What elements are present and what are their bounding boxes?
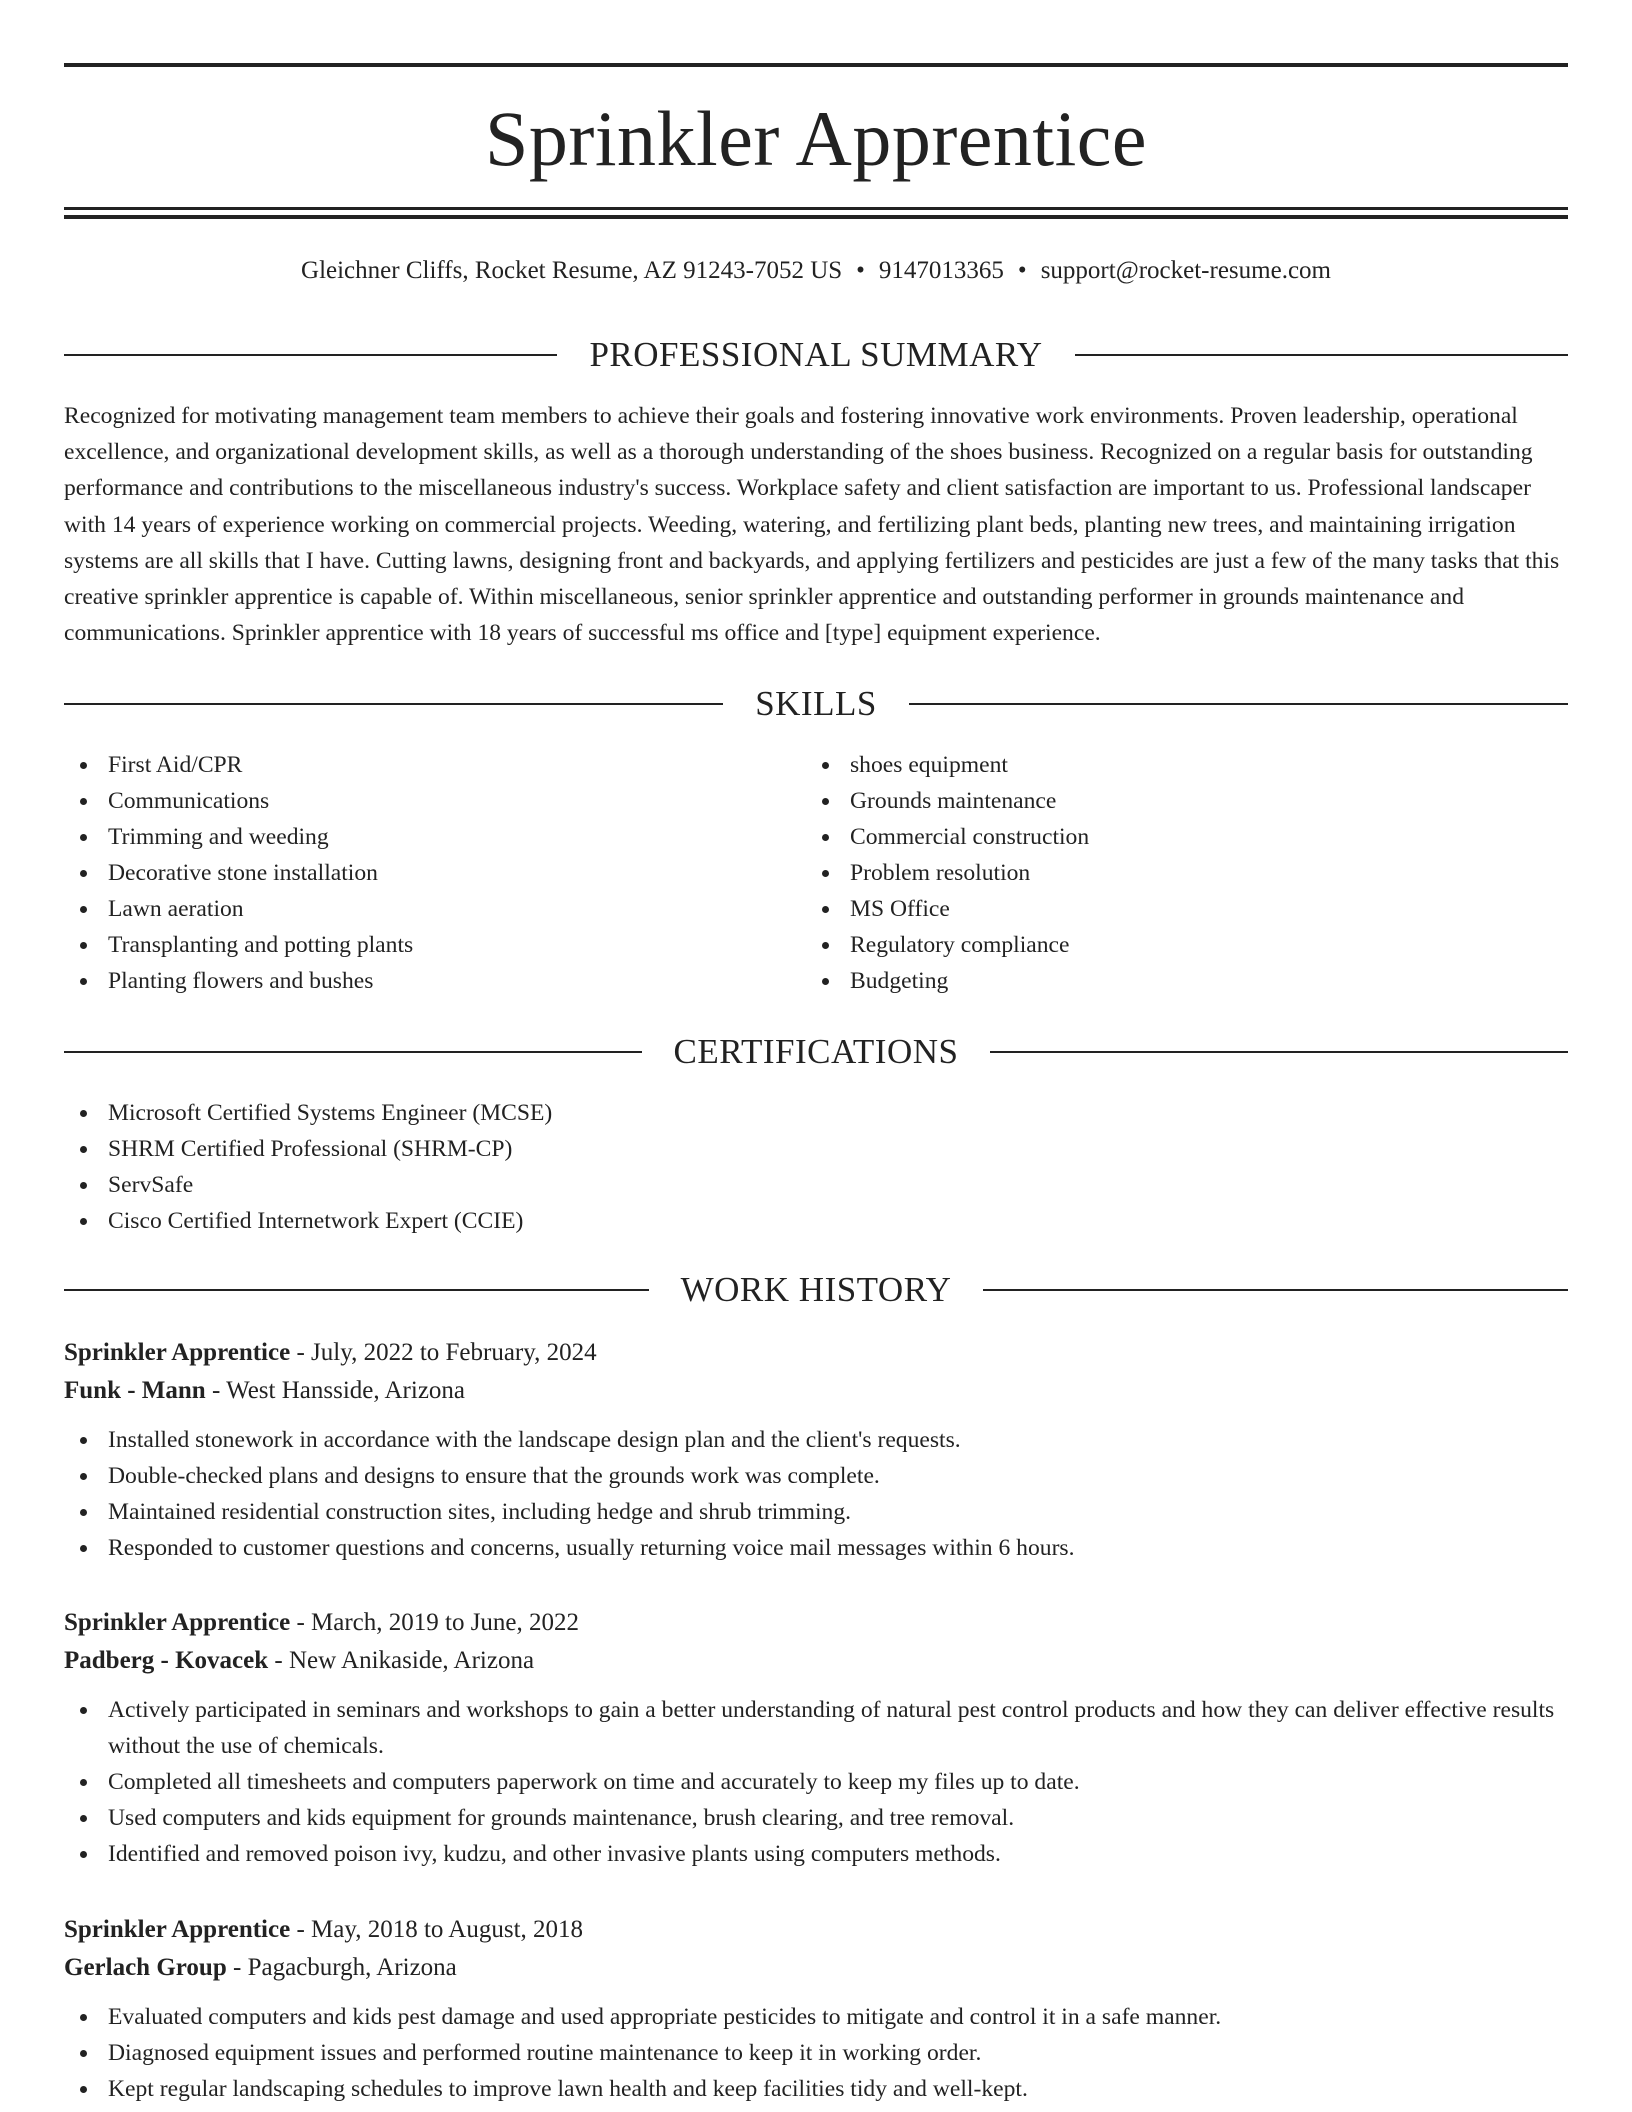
skill-item: First Aid/CPR	[64, 747, 804, 783]
job-bullets	[64, 1692, 1568, 1872]
job-dates: July, 2022 to February, 2024	[311, 1339, 597, 1366]
certification-item: Cisco Certified Internetwork Expert (CCIE)	[64, 1203, 1568, 1239]
job-bullet: Kept regular landscaping schedules to improve lawn health and keep facilities tidy and well-kept.	[64, 2071, 1568, 2107]
skill-item: shoes equipment	[806, 747, 1546, 783]
skills-heading	[64, 682, 1568, 726]
work-history-heading	[64, 1268, 1568, 1312]
candidate-name: Sprinkler Apprentice	[485, 95, 1147, 182]
skills-list-right	[806, 747, 1546, 999]
job-dash: -	[211, 1377, 221, 1404]
job-company-line	[64, 1372, 1568, 1410]
top-rule	[64, 63, 1568, 67]
skill-item: Lawn aeration	[64, 891, 804, 927]
job-title: Sprinkler Apprentice	[64, 1916, 291, 1943]
job-bullet: Responded to customer questions and concerns, usually returning voice mail messages within 6 hours.	[64, 1530, 1568, 1566]
job-bullet: Diagnosed equipment issues and performed routine maintenance to keep it in working order.	[64, 2035, 1568, 2071]
heading-rule-right	[909, 703, 1568, 705]
job-dash: -	[232, 1954, 242, 1981]
heading-rule-left	[64, 703, 723, 705]
contact-separator: •	[1017, 257, 1027, 284]
heading-rule-right	[990, 1051, 1568, 1053]
job-title: Sprinkler Apprentice	[64, 1609, 291, 1636]
job-bullet: Double-checked plans and designs to ensure that the grounds work was complete.	[64, 1458, 1568, 1494]
skill-item: Trimming and weeding	[64, 819, 804, 855]
job-company: Gerlach Group	[64, 1954, 227, 1981]
certifications-list	[64, 1095, 1568, 1239]
job-entry	[64, 1334, 1568, 1566]
summary-heading-text: PROFESSIONAL SUMMARY	[589, 335, 1043, 374]
job-dash: -	[296, 1916, 305, 1943]
job-bullet: Used computers and kids equipment for grounds maintenance, brush clearing, and tree removal.	[64, 1800, 1568, 1836]
job-bullet: Actively participated in seminars and workshops to gain a better understanding of natural pest control products and how they can deliver effective results without the use of chemicals.	[64, 1692, 1568, 1764]
contact-email: support@rocket-resume.com	[1040, 257, 1331, 284]
job-title-line	[64, 1911, 1568, 1949]
job-company-line	[64, 1642, 1568, 1680]
certification-item: SHRM Certified Professional (SHRM-CP)	[64, 1131, 1568, 1167]
job-location: New Anikaside, Arizona	[288, 1647, 535, 1674]
job-dash: -	[296, 1609, 305, 1636]
certifications-heading	[64, 1030, 1568, 1074]
contact-line	[64, 253, 1568, 289]
job-entry	[64, 1911, 1568, 2107]
job-bullet: Installed stonework in accordance with the landscape design plan and the client's requests.	[64, 1422, 1568, 1458]
contact-phone: 9147013365	[878, 257, 1004, 284]
job-title: Sprinkler Apprentice	[64, 1339, 291, 1366]
job-dash: -	[274, 1647, 283, 1674]
contact-address: Gleichner Cliffs, Rocket Resume, AZ 91243-7052 US	[301, 257, 843, 284]
job-dash: -	[296, 1339, 305, 1366]
job-bullet: Maintained residential construction sites, including hedge and shrub trimming.	[64, 1494, 1568, 1530]
summary-text: Recognized for motivating management team members to achieve their goals and fostering innovative work environments. Proven leadership, operational excellence, and organizational development skills, as well as a thorough understanding of the shoes business. Recognized on a regular basis for outstanding performance and contributions to the miscellaneous industry's success. Workplace safety and client satisfaction are important to us. Professional landscaper with 14 years of experience working on commercial projects. Weeding, watering, and fertilizing plant beds, planting new trees, and maintaining irrigation systems are all skills that I have. Cutting lawns, designing front and backyards, and applying fertilizers and pesticides are just a few of the many tasks that this creative sprinkler apprentice is capable of. Within miscellaneous, senior sprinkler apprentice and outstanding performer in grounds maintenance and communications. Sprinkler apprentice with 18 years of successful ms office and [type] equipment experience.	[64, 403, 1560, 647]
job-bullet: Evaluated computers and kids pest damage and used appropriate pesticides to mitigate and control it in a safe manner.	[64, 1999, 1568, 2035]
skill-item: Regulatory compliance	[806, 927, 1546, 963]
skills-heading-text: SKILLS	[755, 684, 877, 723]
certification-item: Microsoft Certified Systems Engineer (MCSE)	[64, 1095, 1568, 1131]
name-rule-lower	[64, 215, 1568, 219]
heading-rule-left	[64, 1051, 642, 1053]
job-title-line	[64, 1604, 1568, 1642]
name-rule-upper	[64, 207, 1568, 210]
skill-item: MS Office	[806, 891, 1546, 927]
job-bullets	[64, 1999, 1568, 2107]
skill-item: Planting flowers and bushes	[64, 963, 804, 999]
heading-rule-right	[983, 1289, 1568, 1291]
heading-rule-right	[1075, 354, 1568, 356]
skill-item: Budgeting	[806, 963, 1546, 999]
certifications-heading-text: CERTIFICATIONS	[673, 1032, 959, 1071]
job-location: Pagacburgh, Arizona	[247, 1954, 457, 1981]
job-bullet: Completed all timesheets and computers paperwork on time and accurately to keep my files up to date.	[64, 1764, 1568, 1800]
skill-item: Communications	[64, 783, 804, 819]
heading-rule-left	[64, 354, 557, 356]
job-entry	[64, 1604, 1568, 1872]
contact-separator: •	[856, 257, 865, 284]
job-bullets	[64, 1422, 1568, 1566]
skill-item: Grounds maintenance	[806, 783, 1546, 819]
job-company: Padberg - Kovacek	[64, 1647, 269, 1674]
skill-item: Transplanting and potting plants	[64, 927, 804, 963]
skill-item: Problem resolution	[806, 855, 1546, 891]
skills-list-left	[64, 747, 804, 999]
job-dates: May, 2018 to August, 2018	[311, 1916, 584, 1943]
job-company-line	[64, 1949, 1568, 1987]
job-title-line	[64, 1334, 1568, 1372]
job-location: West Hansside, Arizona	[226, 1377, 466, 1404]
skill-item: Commercial construction	[806, 819, 1546, 855]
heading-rule-left	[64, 1289, 649, 1291]
work-history-heading-text: WORK HISTORY	[680, 1270, 952, 1309]
skill-item: Decorative stone installation	[64, 855, 804, 891]
job-dates: March, 2019 to June, 2022	[311, 1609, 580, 1636]
certification-item: ServSafe	[64, 1167, 1568, 1203]
job-bullet: Identified and removed poison ivy, kudzu, and other invasive plants using computers methods.	[64, 1836, 1568, 1872]
summary-heading	[64, 333, 1568, 377]
job-company: Funk - Mann	[64, 1377, 206, 1404]
